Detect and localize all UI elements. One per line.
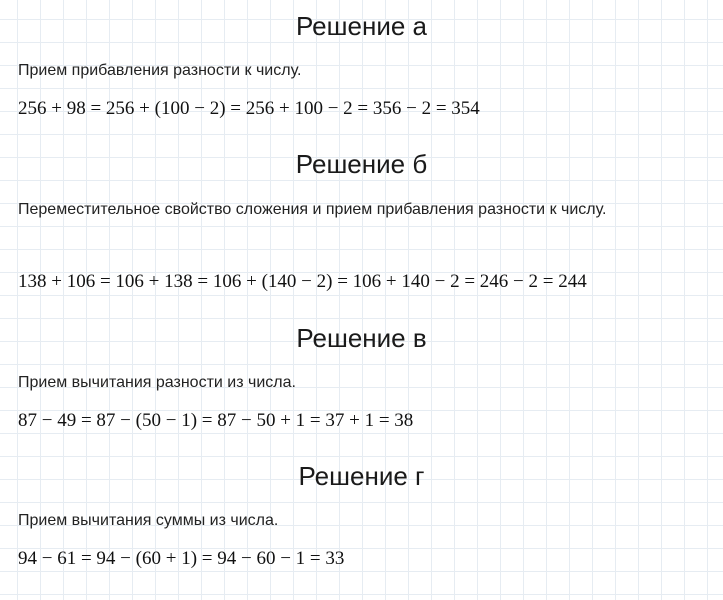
section-g-description: Прием вычитания суммы из числа. (18, 512, 279, 529)
section-a-heading: Решение а (295, 11, 427, 41)
section-b-description: Переместительное свойство сложения и прием прибавления разности к числу. (18, 201, 607, 218)
section-b-formula: 138 + 106 = 106 + 138 = 106 + (140 − 2) = 106 + 140 − 2 = 246 − 2 = 244 (18, 271, 587, 292)
section-a-description: Прием прибавления разности к числу. (18, 62, 302, 79)
section-v-description: Прием вычитания разности из числа. (18, 374, 296, 391)
section-b-heading: Решение б (295, 149, 428, 179)
section-v-formula: 87 − 49 = 87 − (50 − 1) = 87 − 50 + 1 = 37 + 1 = 38 (18, 410, 414, 431)
section-g-heading: Решение г (298, 461, 425, 491)
section-a-formula: 256 + 98 = 256 + (100 − 2) = 256 + 100 − 2 = 356 − 2 = 354 (18, 98, 480, 119)
section-v-heading: Решение в (296, 323, 427, 353)
section-g-formula: 94 − 61 = 94 − (60 + 1) = 94 − 60 − 1 = 33 (18, 548, 345, 569)
